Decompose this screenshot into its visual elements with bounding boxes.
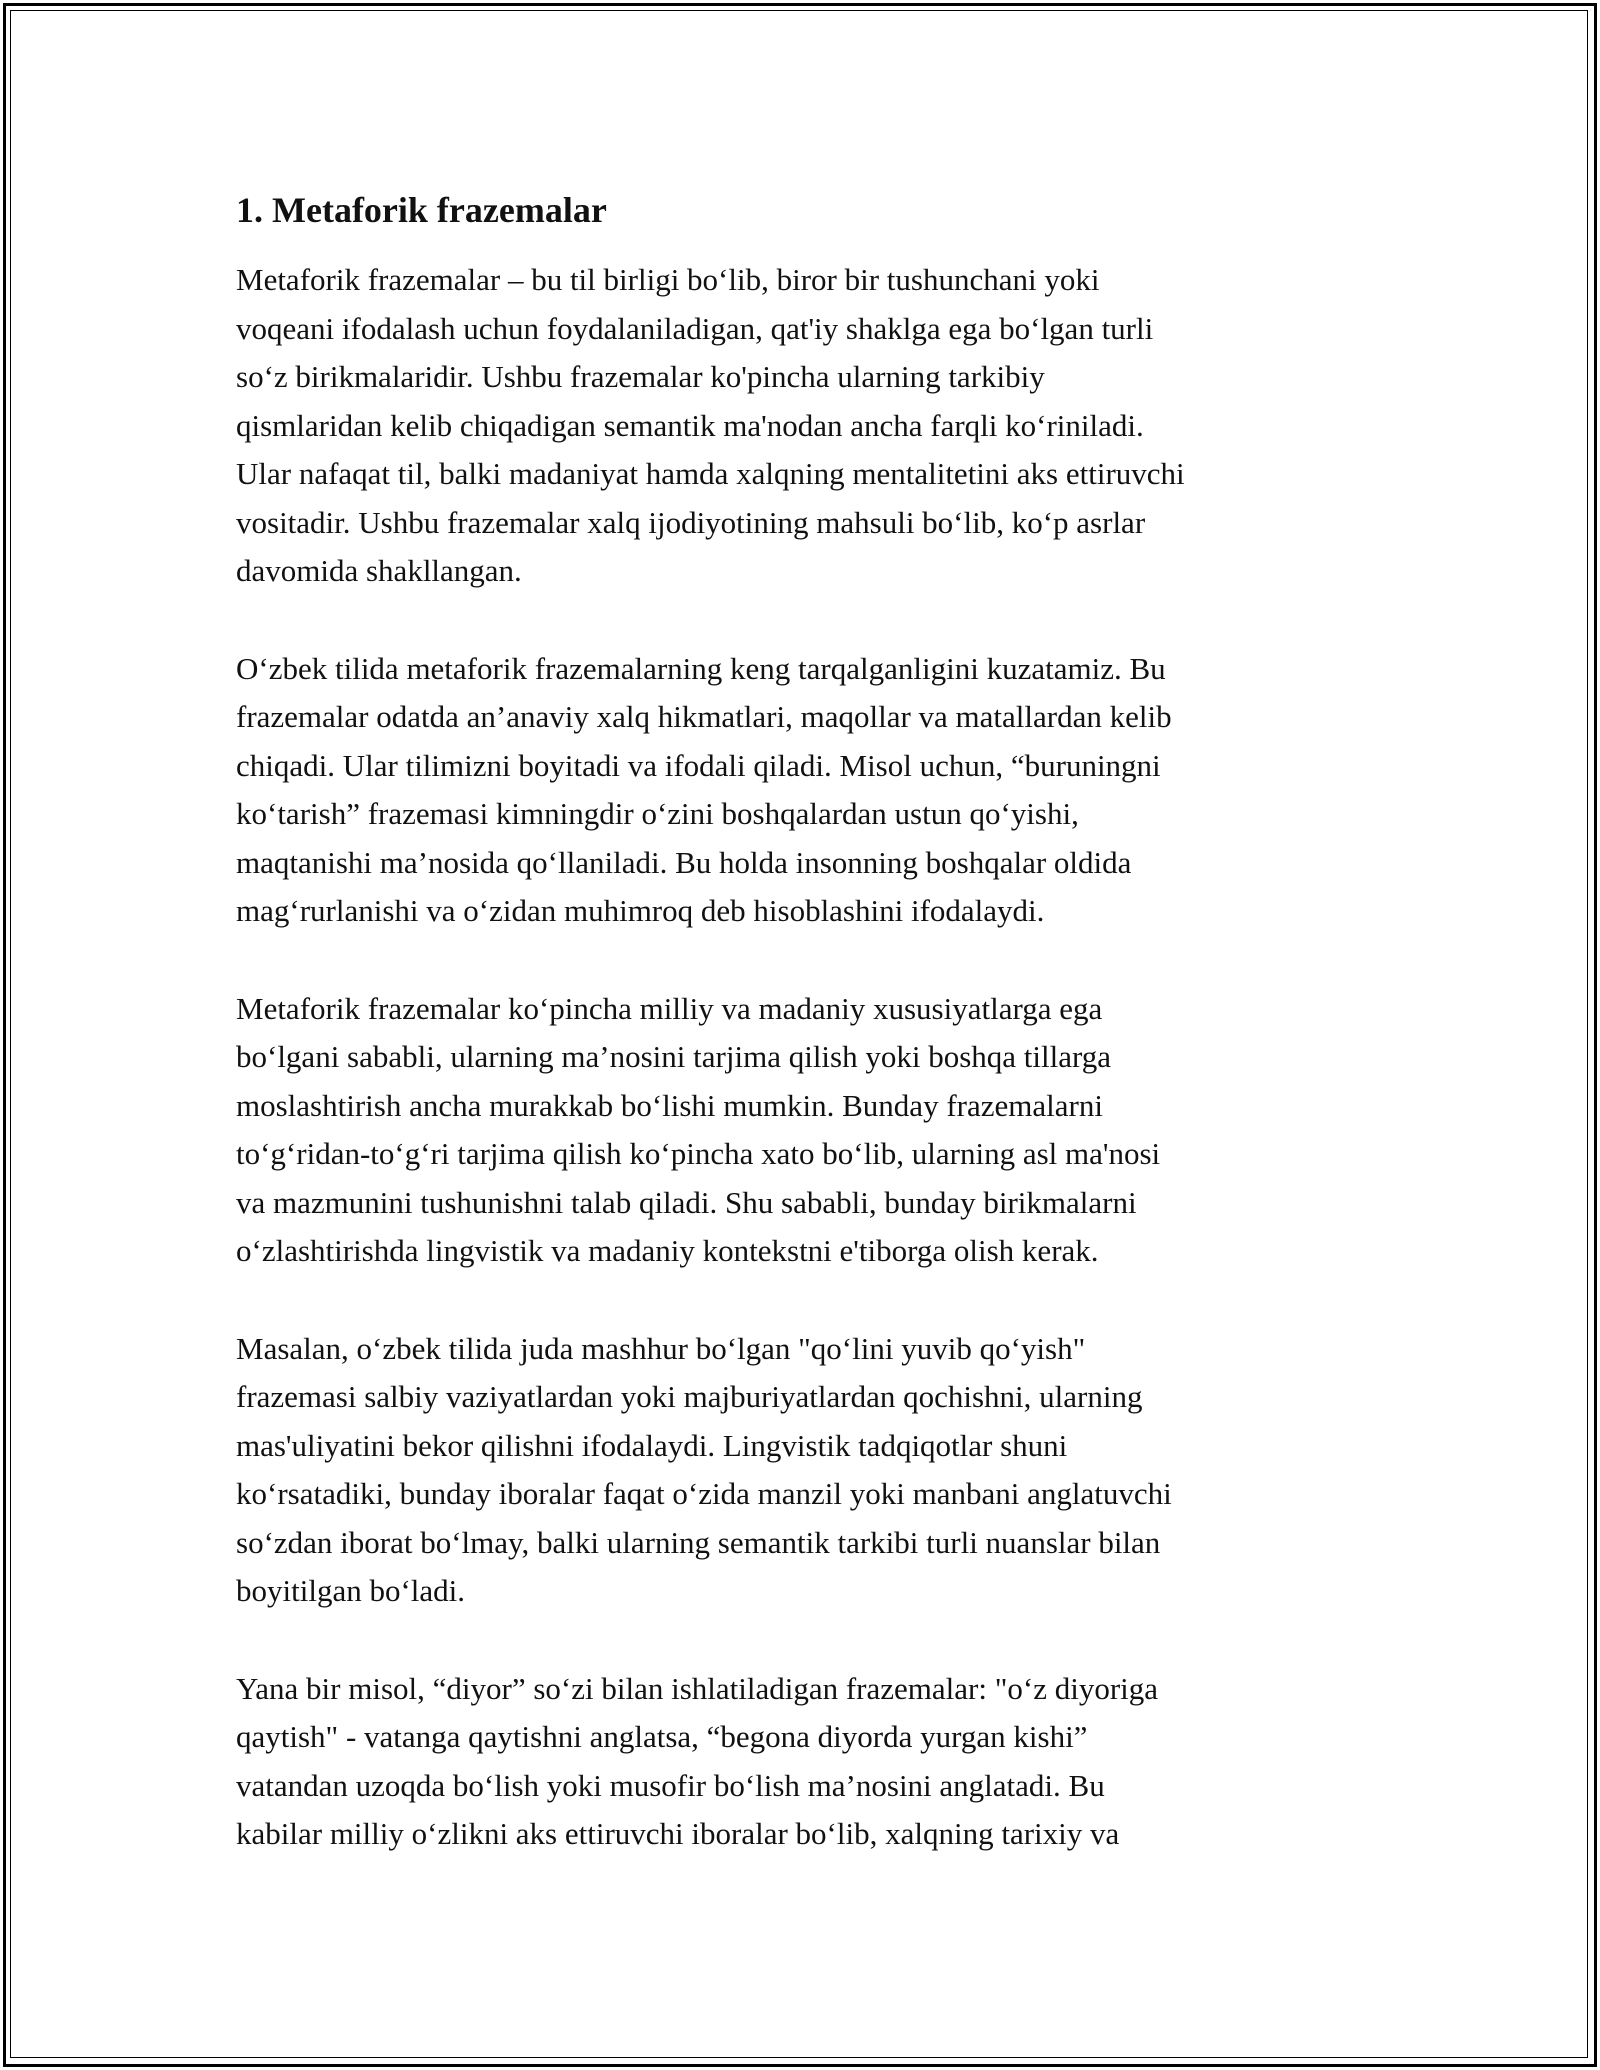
paragraph bbox=[236, 985, 1396, 1276]
text-line: mas'uliyatini bekor qilishni ifodalaydi. Lingvistik tadqiqotlar shuni bbox=[236, 1427, 1068, 1463]
text-line: Yana bir misol, “diyor” so‘zi bilan ishlatiladigan frazemalar: "o‘z diyoriga bbox=[236, 1670, 1159, 1706]
text-line: O‘zbek tilida metaforik frazemalarning keng tarqalganligini kuzatamiz. Bu bbox=[236, 650, 1166, 686]
text-line: vatandan uzoqda bo‘lish yoki musofir bo‘lish ma’nosini anglatadi. Bu bbox=[236, 1767, 1105, 1803]
paragraph bbox=[236, 645, 1396, 936]
text-line: qismlaridan kelib chiqadigan semantik ma'nodan ancha farqli ko‘riniladi. bbox=[236, 407, 1144, 443]
text-line: vositadir. Ushbu frazemalar xalq ijodiyotining mahsuli bo‘lib, ko‘p asrlar bbox=[236, 504, 1146, 540]
text-line: ko‘rsatadiki, bunday iboralar faqat o‘zida manzil yoki manbani anglatuvchi bbox=[236, 1476, 1172, 1511]
text-line: Ular nafaqat til, balki madaniyat hamda xalqning mentalitetini aks ettiruvchi bbox=[236, 456, 1185, 491]
text-line: so‘zdan iborat bo‘lmay, balki ularning semantik tarkibi turli nuanslar bilan bbox=[236, 1524, 1161, 1560]
paragraph bbox=[236, 1665, 1396, 1859]
text-line: mag‘rurlanishi va o‘zidan muhimroq deb hisoblashini ifodalaydi. bbox=[236, 893, 1045, 928]
paragraph bbox=[236, 1325, 1396, 1616]
text-line: Metaforik frazemalar – bu til birligi bo‘lib, biror bir tushunchani yoki bbox=[236, 262, 1100, 297]
text-line: ko‘tarish” frazemasi kimningdir o‘zini boshqalardan ustun qo‘yishi, bbox=[236, 796, 1079, 831]
paragraph bbox=[236, 256, 1396, 596]
text-line: va mazmunini tushunishni talab qiladi. Shu sababli, bunday birikmalarni bbox=[236, 1184, 1137, 1220]
text-line: voqeani ifodalash uchun foydalaniladigan, qat'iy shaklga ega bo‘lgan turli bbox=[236, 310, 1154, 346]
text-line: frazemasi salbiy vaziyatlardan yoki majburiyatlardan qochishni, ularning bbox=[236, 1379, 1143, 1414]
text-line: kabilar milliy o‘zlikni aks ettiruvchi iboralar bo‘lib, xalqning tarixiy va bbox=[236, 1816, 1120, 1851]
text-line: o‘zlashtirishda lingvistik va madaniy kontekstni e'tiborga olish kerak. bbox=[236, 1233, 1099, 1268]
text-line: qaytish" - vatanga qaytishni anglatsa, “begona diyorda yurgan kishi” bbox=[236, 1719, 1088, 1754]
text-line: to‘g‘ridan-to‘g‘ri tarjima qilish ko‘pincha xato bo‘lib, ularning asl ma'nosi bbox=[236, 1136, 1161, 1171]
text-line: Masalan, o‘zbek tilida juda mashhur bo‘lgan "qo‘lini yuvib qo‘yish" bbox=[236, 1330, 1086, 1366]
text-line: boyitilgan bo‘ladi. bbox=[236, 1573, 466, 1608]
section-heading: 1. Metaforik frazemalar bbox=[236, 190, 607, 230]
text-line: Metaforik frazemalar ko‘pincha milliy va madaniy xususiyatlarga ega bbox=[236, 990, 1103, 1026]
document-body bbox=[236, 186, 1396, 1908]
text-line: chiqadi. Ular tilimizni boyitadi va ifodali qiladi. Misol uchun, “buruningni bbox=[236, 747, 1161, 783]
text-line: so‘z birikmalaridir. Ushbu frazemalar ko'pincha ularning tarkibiy bbox=[236, 359, 1045, 394]
text-line: maqtanishi ma’nosida qo‘llaniladi. Bu holda insonning boshqalar oldida bbox=[236, 844, 1132, 880]
text-line: bo‘lgani sababli, ularning ma’nosini tarjima qilish yoki boshqa tillarga bbox=[236, 1039, 1112, 1074]
text-line: frazemalar odatda an’anaviy xalq hikmatlari, maqollar va matallardan kelib bbox=[236, 699, 1172, 734]
text-line: moslashtirish ancha murakkab bo‘lishi mumkin. Bunday frazemalarni bbox=[236, 1087, 1103, 1123]
text-line: davomida shakllangan. bbox=[236, 553, 522, 588]
